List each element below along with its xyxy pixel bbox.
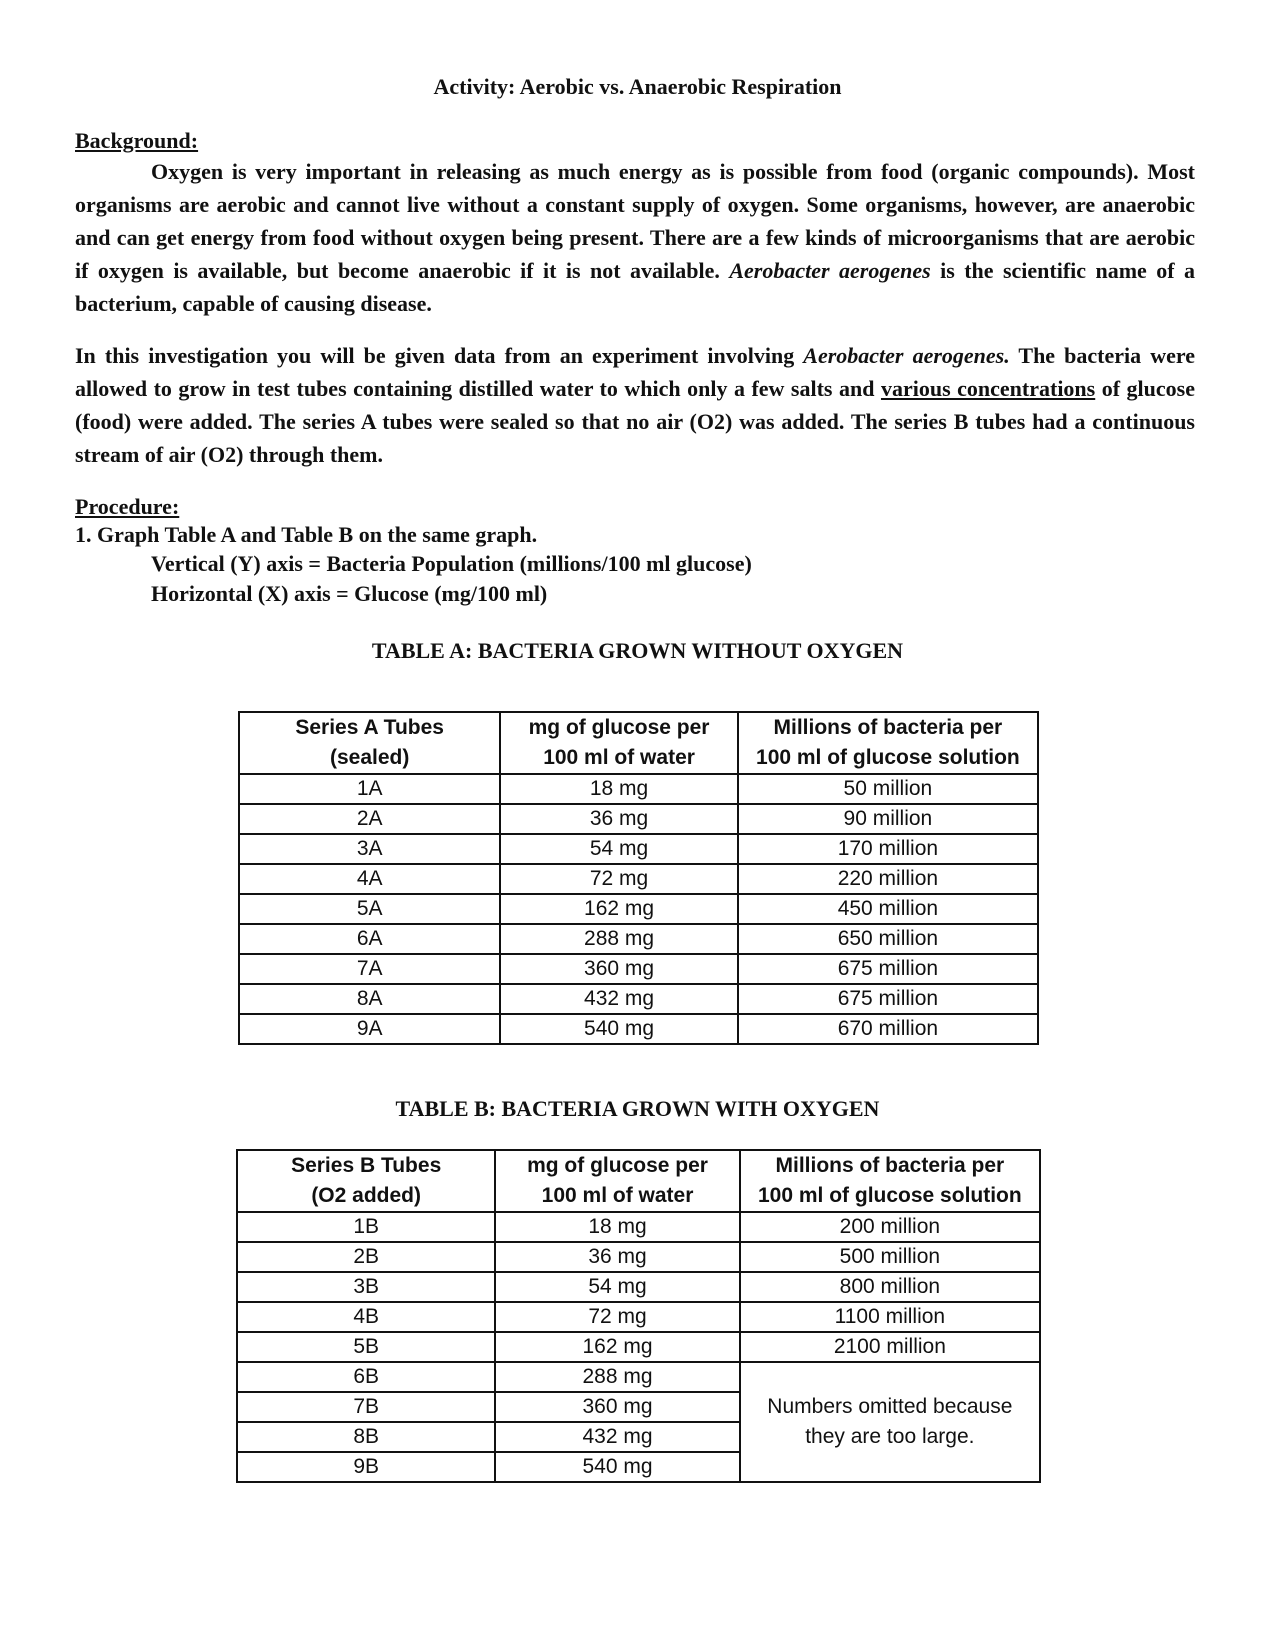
table-row [239, 954, 1038, 984]
glucose-cell: 36 mg [500, 804, 737, 834]
table-row [237, 1212, 1040, 1242]
background-paragraph-2 [75, 339, 1195, 471]
species-name: Aerobacter aerogenes. [803, 343, 1010, 368]
glucose-cell: 162 mg [500, 894, 737, 924]
bacteria-cell: 650 million [738, 924, 1038, 954]
header-glucose: mg of glucose per 100 ml of water [500, 712, 737, 774]
bacteria-cell: 675 million [738, 954, 1038, 984]
bacteria-cell: 90 million [738, 804, 1038, 834]
table-row [239, 834, 1038, 864]
bacteria-cell: 670 million [738, 1014, 1038, 1044]
table-b-caption: TABLE B: BACTERIA GROWN WITH OXYGEN [395, 1096, 880, 1121]
x-axis-instruction: Horizontal (X) axis = Glucose (mg/100 ml) [151, 581, 548, 606]
bacteria-cell: 170 million [738, 834, 1038, 864]
tube-id-cell: 3B [237, 1272, 495, 1302]
procedure-heading: Procedure: [75, 494, 180, 519]
bacteria-cell: 1100 million [740, 1302, 1040, 1332]
tube-id-cell: 2B [237, 1242, 495, 1272]
table-row [239, 804, 1038, 834]
tube-id-cell: 1B [237, 1212, 495, 1242]
tube-id-cell: 7A [239, 954, 500, 984]
glucose-cell: 360 mg [500, 954, 737, 984]
glucose-cell: 360 mg [495, 1392, 739, 1422]
table-a [238, 711, 1039, 1045]
tube-id-cell: 8B [237, 1422, 495, 1452]
background-paragraph-1 [75, 155, 1195, 320]
underlined-text: various concentrations [880, 376, 1096, 401]
glucose-cell: 36 mg [495, 1242, 739, 1272]
bacteria-cell: 450 million [738, 894, 1038, 924]
table-row [239, 864, 1038, 894]
table-row [239, 1014, 1038, 1044]
paragraph-text: In this investigation you will be given data from an experiment involving [75, 343, 804, 368]
glucose-cell: 18 mg [500, 774, 737, 804]
header-series: Series A Tubes (sealed) [239, 712, 500, 774]
glucose-cell: 54 mg [500, 834, 737, 864]
species-name: Aerobacter aerogenes [729, 258, 931, 283]
table-row [237, 1242, 1040, 1272]
table-row [239, 774, 1038, 804]
background-heading: Background: [75, 128, 199, 153]
bacteria-cell: 800 million [740, 1272, 1040, 1302]
tube-id-cell: 1A [239, 774, 500, 804]
omitted-note-cell: Numbers omitted because they are too large. [740, 1362, 1040, 1482]
bacteria-cell: 500 million [740, 1242, 1040, 1272]
paragraph-text: Oxygen is very important in releasing as much energy as is possible from food (organic compounds). Most organisms are aerobic and cannot live without a constant supply of oxygen. Some organisms, however, are anaerobic and can get energy from food without oxygen being present. There are a few kinds of microorganisms that are aerobic if oxygen is available, but become anaerobic if it is not available. [75, 159, 1195, 283]
tube-id-cell: 9B [237, 1452, 495, 1482]
table-a-caption: TABLE A: BACTERIA GROWN WITHOUT OXYGEN [371, 638, 904, 663]
table-row [239, 894, 1038, 924]
paragraph-text: The bacteria were allowed to grow in test tubes containing distilled water to which only a few salts and [75, 343, 1195, 401]
paragraph-text: is the scientific name of a bacterium, capable of causing disease. [75, 258, 1196, 316]
tube-id-cell: 4B [237, 1302, 495, 1332]
glucose-cell: 18 mg [495, 1212, 739, 1242]
bacteria-cell: 220 million [738, 864, 1038, 894]
glucose-cell: 72 mg [495, 1302, 739, 1332]
bacteria-cell: 675 million [738, 984, 1038, 1014]
table-row [239, 924, 1038, 954]
glucose-cell: 540 mg [495, 1452, 739, 1482]
paragraph-text: of glucose (food) were added. The series A tubes were sealed so that no air (O2) was added. The series B tubes had a continuous stream of air (O2) through them. [75, 376, 1195, 467]
tube-id-cell: 5B [237, 1332, 495, 1362]
header-bacteria: Millions of bacteria per 100 ml of glucose solution [738, 712, 1038, 774]
glucose-cell: 288 mg [495, 1362, 739, 1392]
glucose-cell: 288 mg [500, 924, 737, 954]
tube-id-cell: 7B [237, 1392, 495, 1422]
y-axis-instruction: Vertical (Y) axis = Bacteria Population (millions/100 ml glucose) [151, 551, 752, 576]
bacteria-cell: 50 million [738, 774, 1038, 804]
table-b [236, 1149, 1041, 1483]
bacteria-cell: 2100 million [740, 1332, 1040, 1362]
tube-id-cell: 3A [239, 834, 500, 864]
tube-id-cell: 5A [239, 894, 500, 924]
tube-id-cell: 6A [239, 924, 500, 954]
tube-id-cell: 2A [239, 804, 500, 834]
glucose-cell: 162 mg [495, 1332, 739, 1362]
table-row [237, 1272, 1040, 1302]
tube-id-cell: 8A [239, 984, 500, 1014]
glucose-cell: 432 mg [495, 1422, 739, 1452]
glucose-cell: 540 mg [500, 1014, 737, 1044]
tube-id-cell: 6B [237, 1362, 495, 1392]
glucose-cell: 72 mg [500, 864, 737, 894]
tube-id-cell: 9A [239, 1014, 500, 1044]
procedure-step-1: 1. Graph Table A and Table B on the same graph. [75, 522, 538, 547]
table-row [239, 984, 1038, 1014]
table-row [237, 1302, 1040, 1332]
header-series: Series B Tubes (O2 added) [237, 1150, 495, 1212]
glucose-cell: 432 mg [500, 984, 737, 1014]
table-header-row [237, 1150, 1040, 1212]
tube-id-cell: 4A [239, 864, 500, 894]
page-title: Activity: Aerobic vs. Anaerobic Respiration [433, 74, 842, 99]
table-row [237, 1362, 1040, 1392]
glucose-cell: 54 mg [495, 1272, 739, 1302]
header-bacteria: Millions of bacteria per 100 ml of glucose solution [740, 1150, 1040, 1212]
table-header-row [239, 712, 1038, 774]
table-row [237, 1332, 1040, 1362]
header-glucose: mg of glucose per 100 ml of water [495, 1150, 739, 1212]
bacteria-cell: 200 million [740, 1212, 1040, 1242]
